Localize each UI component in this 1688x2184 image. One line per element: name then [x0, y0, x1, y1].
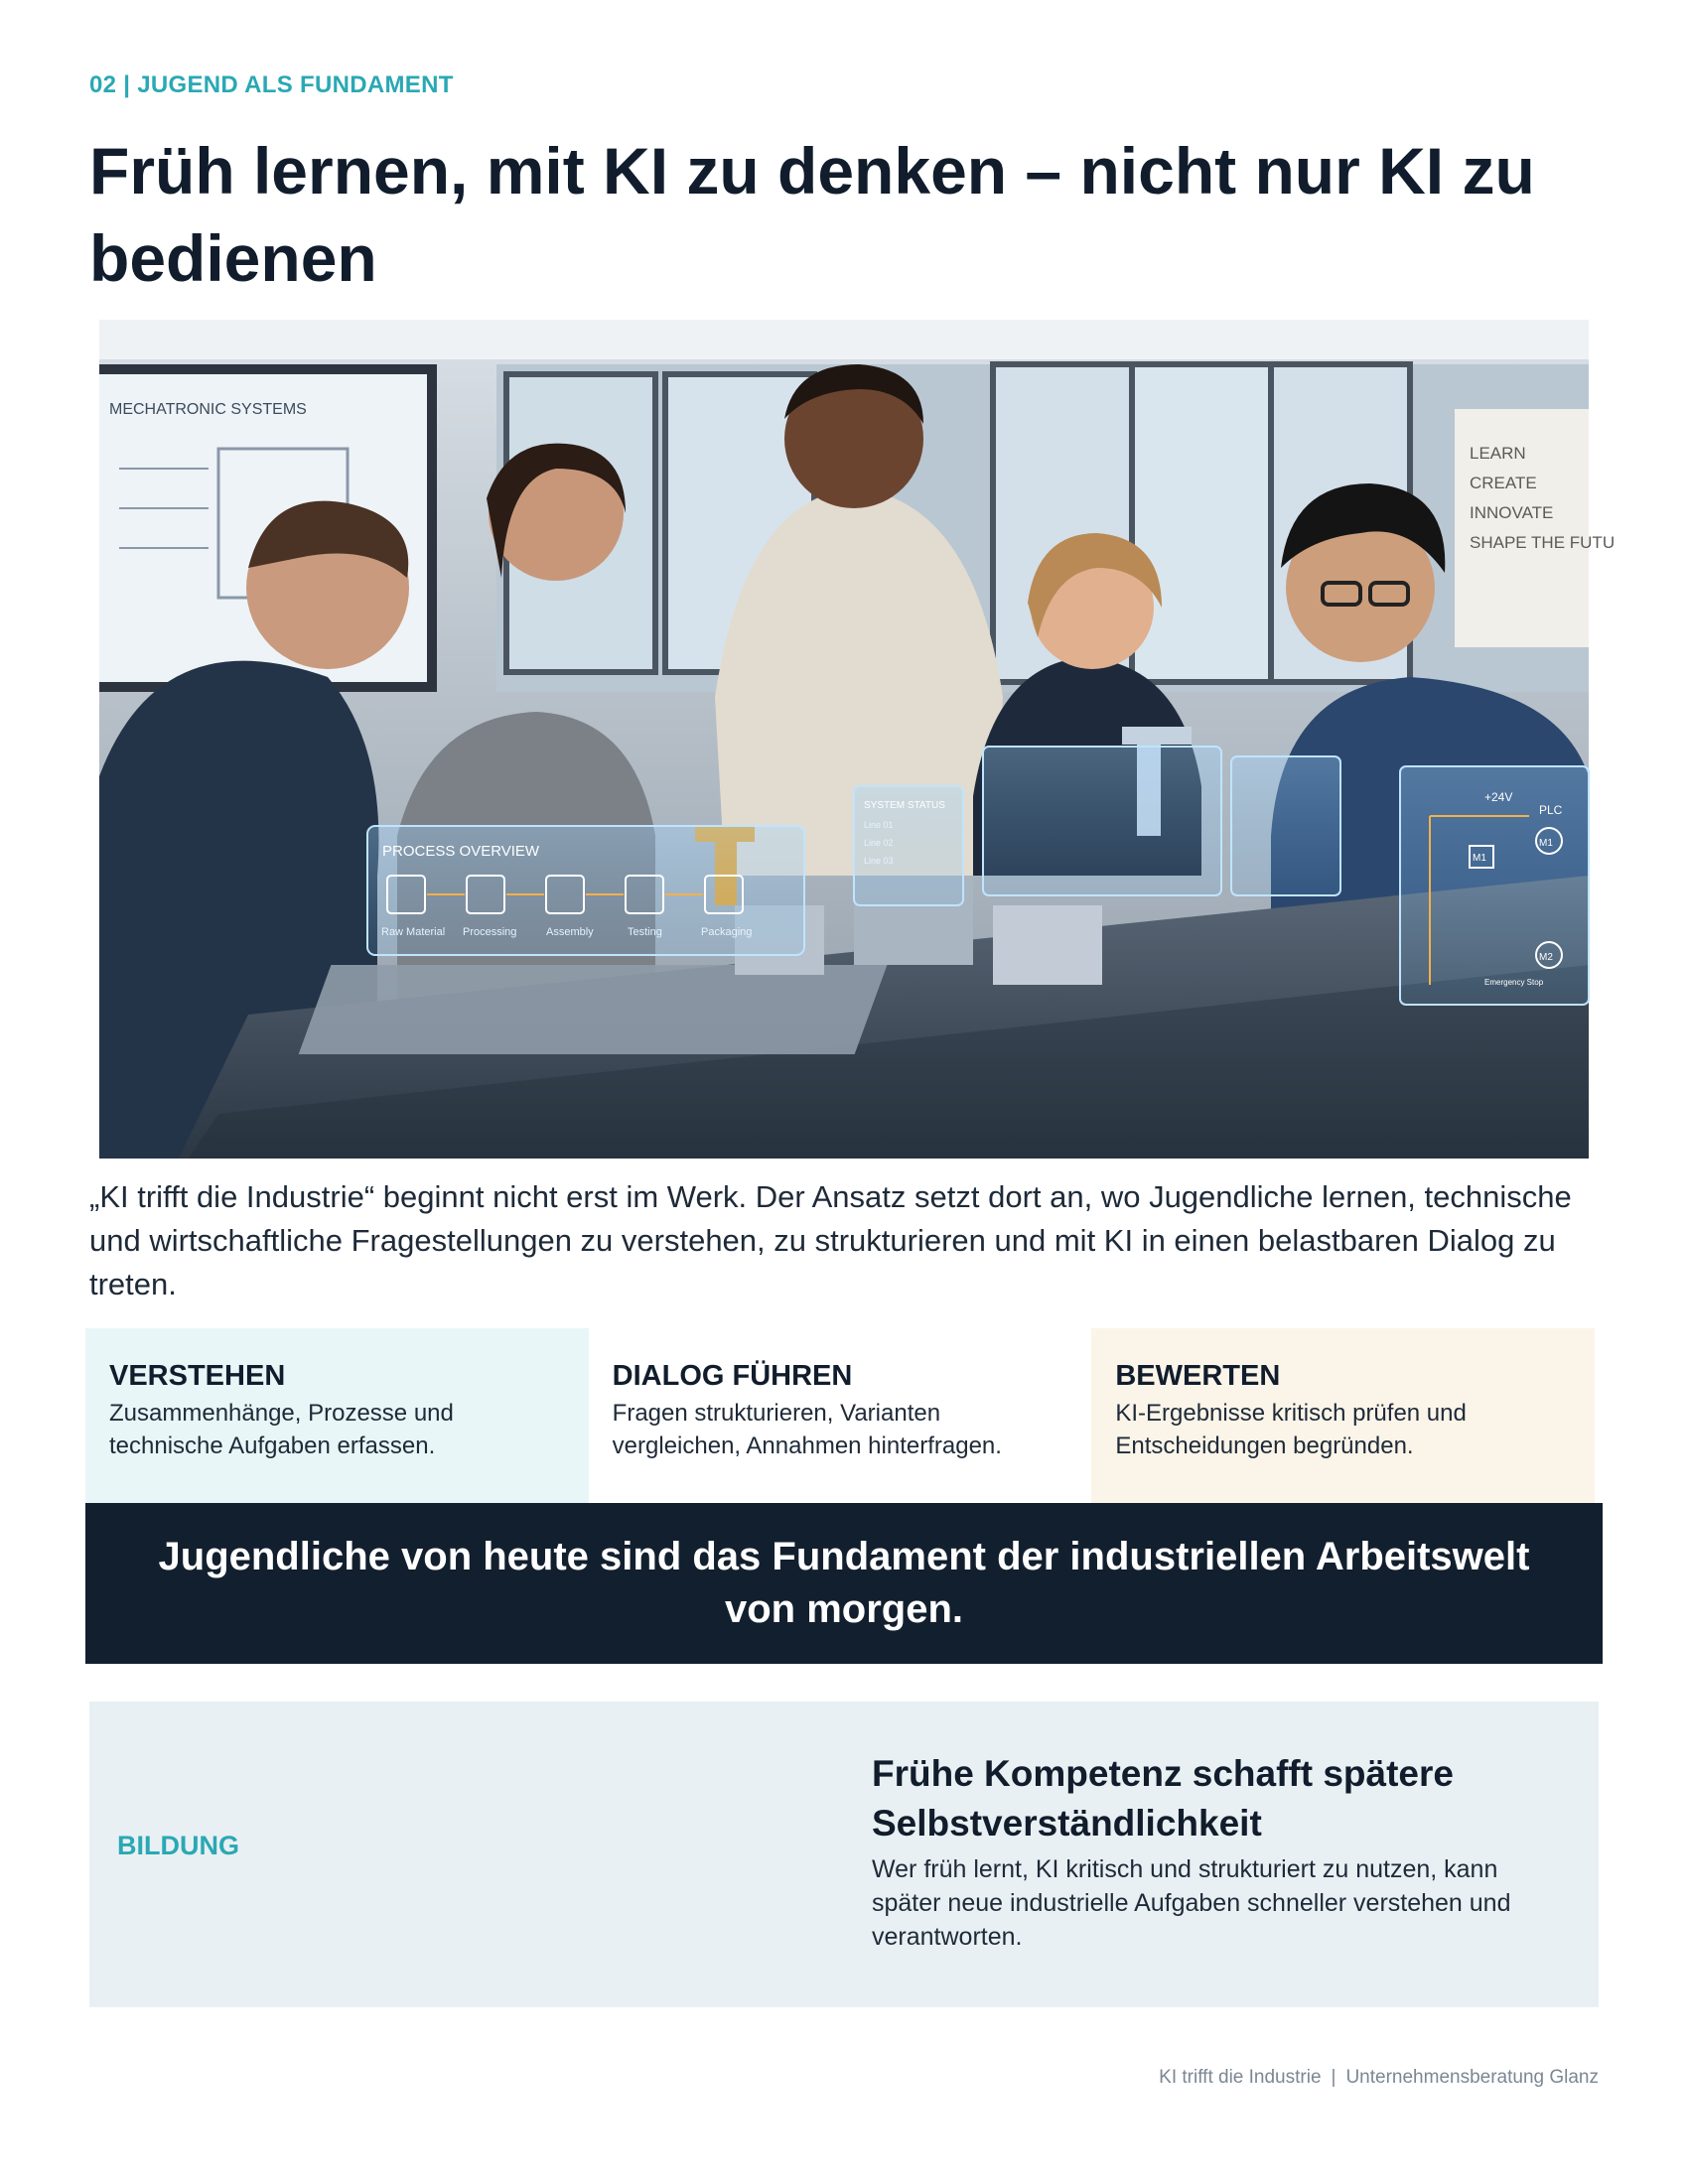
- process-step-2: Processing: [463, 926, 517, 938]
- page-title: Früh lernen, mit KI zu denken – nicht nur KI zu bedienen: [89, 134, 1535, 295]
- system-status-panel: [854, 786, 963, 905]
- circuit-label-24v: +24V: [1484, 790, 1513, 804]
- footer-company: Unternehmensberatung Glanz: [1345, 2067, 1599, 2088]
- poster: [1455, 409, 1615, 647]
- circuit-label-stop: Emergency Stop: [1484, 978, 1544, 987]
- status-line-2: Line 02: [864, 838, 894, 848]
- process-step-1: Raw Material: [381, 926, 446, 938]
- circuit-label-m1a: M1: [1539, 838, 1553, 849]
- education-tag: BILDUNG: [117, 1831, 239, 1860]
- card-title: VERSTEHEN: [109, 1360, 286, 1392]
- hero-photo: [99, 320, 1616, 1159]
- data-panel: [983, 747, 1221, 895]
- education-text: Wer früh lernt, KI kritisch und strukturiert zu nutzen, kann später neue industrielle Aufgaben schneller verstehen und verantworten.: [872, 1855, 1511, 1951]
- circuit-label-plc: PLC: [1539, 803, 1563, 817]
- card-title: BEWERTEN: [1115, 1360, 1281, 1392]
- card-text: Fragen strukturieren, Varianten vergleichen, Annahmen hinterfragen.: [612, 1400, 1002, 1459]
- process-step-5: Packaging: [701, 926, 753, 938]
- pillar-cards: [85, 1328, 1595, 1503]
- card-text: Zusammenhänge, Prozesse und technische Aufgaben erfassen.: [109, 1400, 454, 1459]
- education-title: Frühe Kompetenz schafft spätere Selbstverständlichkeit: [872, 1753, 1454, 1843]
- status-line-1: Line 01: [864, 820, 894, 830]
- quote-banner: Jugendliche von heute sind das Fundament der industriellen Arbeitswelt von morgen.: [85, 1503, 1603, 1664]
- card-bewerten: [1091, 1328, 1595, 1503]
- process-step-4: Testing: [628, 926, 662, 938]
- education-body: [872, 1749, 1567, 1954]
- circuit-panel: [1400, 766, 1589, 1005]
- status-title: SYSTEM STATUS: [864, 800, 945, 811]
- card-verstehen: [85, 1328, 589, 1503]
- process-overview-panel: [367, 826, 804, 955]
- card-text: KI-Ergebnisse kritisch prüfen und Entscheidungen begründen.: [1115, 1400, 1467, 1459]
- status-line-3: Line 03: [864, 856, 894, 866]
- circuit-label-m2: M2: [1539, 952, 1553, 963]
- intro-paragraph: „KI trifft die Industrie“ beginnt nicht erst im Werk. Der Ansatz setzt dort an, wo Jugendliche lernen, technische und wirtschaftliche Fragestellungen zu verstehen, zu strukturieren und mit KI in einen belastbaren Dialog zu treten.: [89, 1179, 1572, 1301]
- section-kicker: 02 | JUGEND ALS FUNDAMENT: [89, 71, 454, 98]
- data-panel-secondary: [1231, 756, 1340, 895]
- circuit-label-m1b: M1: [1473, 853, 1486, 864]
- poster-line-2: CREATE: [1470, 474, 1537, 492]
- card-title: DIALOG FÜHREN: [612, 1360, 853, 1392]
- monitor-title: MECHATRONIC SYSTEMS: [109, 401, 307, 418]
- education-panel: [89, 1702, 1599, 2007]
- footer-publication: KI trifft die Industrie: [1159, 2067, 1322, 2088]
- poster-line-4: SHAPE THE FUTU: [1470, 533, 1616, 552]
- process-step-3: Assembly: [546, 926, 594, 938]
- process-panel-title: PROCESS OVERVIEW: [382, 843, 540, 860]
- card-dialog-fuehren: [589, 1328, 1092, 1503]
- poster-line-1: LEARN: [1470, 444, 1526, 463]
- page-footer: [1159, 2067, 1599, 2089]
- poster-line-3: INNOVATE: [1470, 503, 1554, 522]
- footer-separator: |: [1331, 2067, 1336, 2088]
